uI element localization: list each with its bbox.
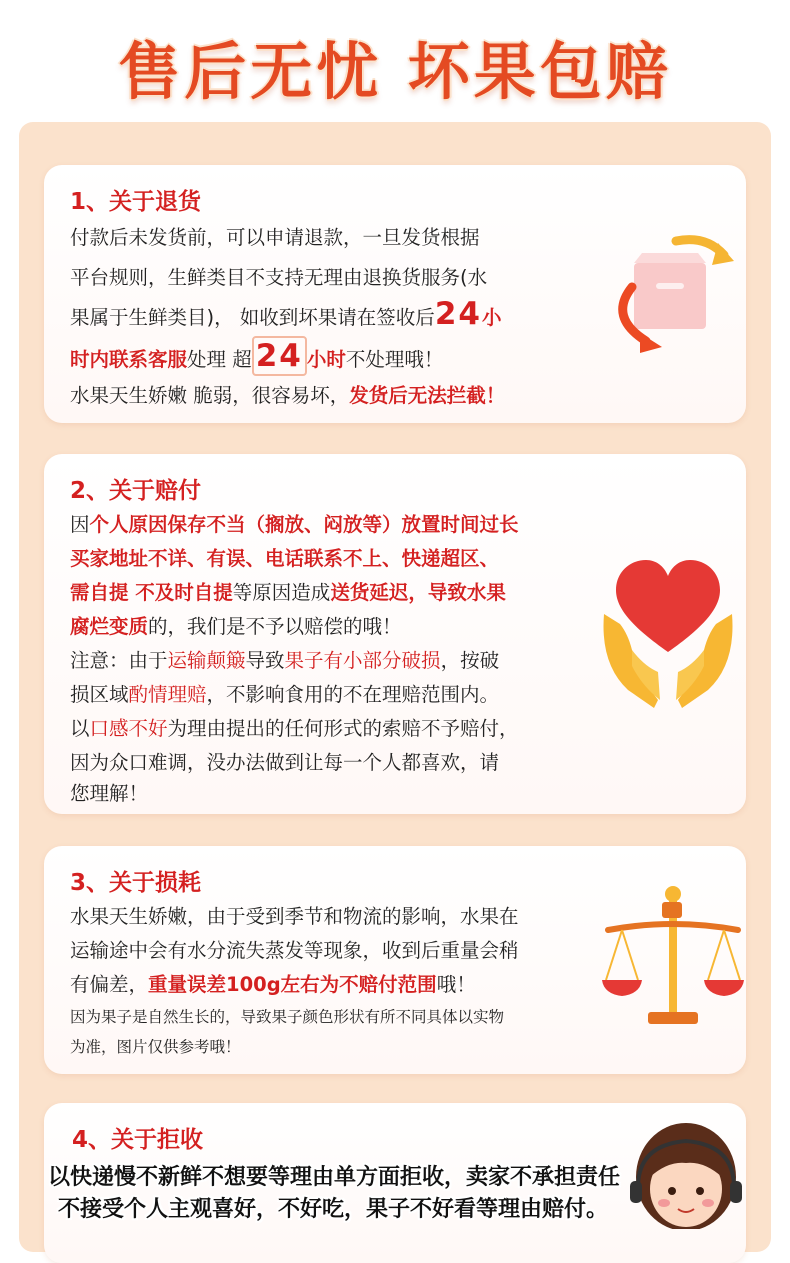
- compensation-line-5: 注意：由于运输颠簸导致果子有小部分破损，按破: [70, 649, 500, 672]
- loss-policy-card: [44, 846, 746, 1074]
- compensation-line-1: 因个人原因保存不当（搁放、闷放等）放置时间过长: [70, 513, 519, 536]
- compensation-line-3: 需自提 不及时自提等原因造成送货延迟，导致水果: [70, 581, 506, 604]
- return-hours-boxed: 24: [252, 336, 307, 376]
- compensation-line-2: 买家地址不详、有误、电话联系不上、快递超区、: [70, 547, 500, 570]
- compensation-line-8: 因为众口难调，没办法做到让每一个人都喜欢，请: [70, 751, 500, 774]
- compensation-line-9: 您理解！: [70, 782, 149, 805]
- return-hours-highlight: 24: [434, 296, 482, 332]
- compensation-line-4: 腐烂变质的，我们是不予以赔偿的哦！: [70, 615, 402, 638]
- compensation-policy-card: [44, 454, 746, 814]
- loss-line-4: 因为果子是自然生长的，导致果子颜色形状有所不同具体以实物: [70, 1008, 505, 1026]
- loss-line-3: 有偏差，重量误差100g左右为不赔付范围哦！: [70, 973, 476, 996]
- loss-line-2: 运输途中会有水分流失蒸发等现象，收到后重量会稍: [70, 939, 519, 962]
- return-policy-title: 1、关于退货: [70, 189, 202, 215]
- page-title: 售后无忧 坏果包赔: [118, 35, 672, 108]
- heart-hands-icon: [598, 554, 738, 718]
- return-line-1: 付款后未发货前，可以申请退款，一旦发货根据: [70, 226, 480, 249]
- return-line-4: 时内联系客服处理 超 24 小时不处理哦！: [70, 338, 444, 374]
- loss-policy-title: 3、关于损耗: [70, 870, 202, 896]
- scale-icon: [600, 884, 746, 1036]
- refusal-line-1: 以快递慢不新鲜不想要等理由单方面拒收，卖家不承担责任: [48, 1165, 621, 1190]
- compensation-line-7: 以口感不好为理由提出的任何形式的索赔不予赔付，: [70, 717, 519, 740]
- return-box-icon: [606, 233, 738, 361]
- compensation-line-6: 损区域酌情理赔，不影响食用的不在理赔范围内。: [70, 683, 500, 706]
- loss-line-5: 为准，图片仅供参考哦！: [70, 1038, 241, 1056]
- loss-line-1: 水果天生娇嫩，由于受到季节和物流的影响，水果在: [70, 905, 519, 928]
- refusal-policy-title: 4、关于拒收: [72, 1127, 204, 1153]
- return-policy-card: [44, 165, 746, 423]
- return-line-5: 水果天生娇嫩 脆弱，很容易坏，发货后无法拦截！: [70, 384, 506, 407]
- compensation-policy-title: 2、关于赔付: [70, 478, 202, 504]
- customer-service-avatar-icon: [624, 1117, 748, 1233]
- return-line-2: 平台规则，生鲜类目不支持无理由退换货服务(水: [70, 266, 488, 289]
- refusal-line-2: 不接受个人主观喜好，不好吃，果子不好看等理由赔付。: [58, 1197, 609, 1222]
- return-line-3: 果属于生鲜类目)， 如收到坏果请在签收后24小: [70, 296, 502, 332]
